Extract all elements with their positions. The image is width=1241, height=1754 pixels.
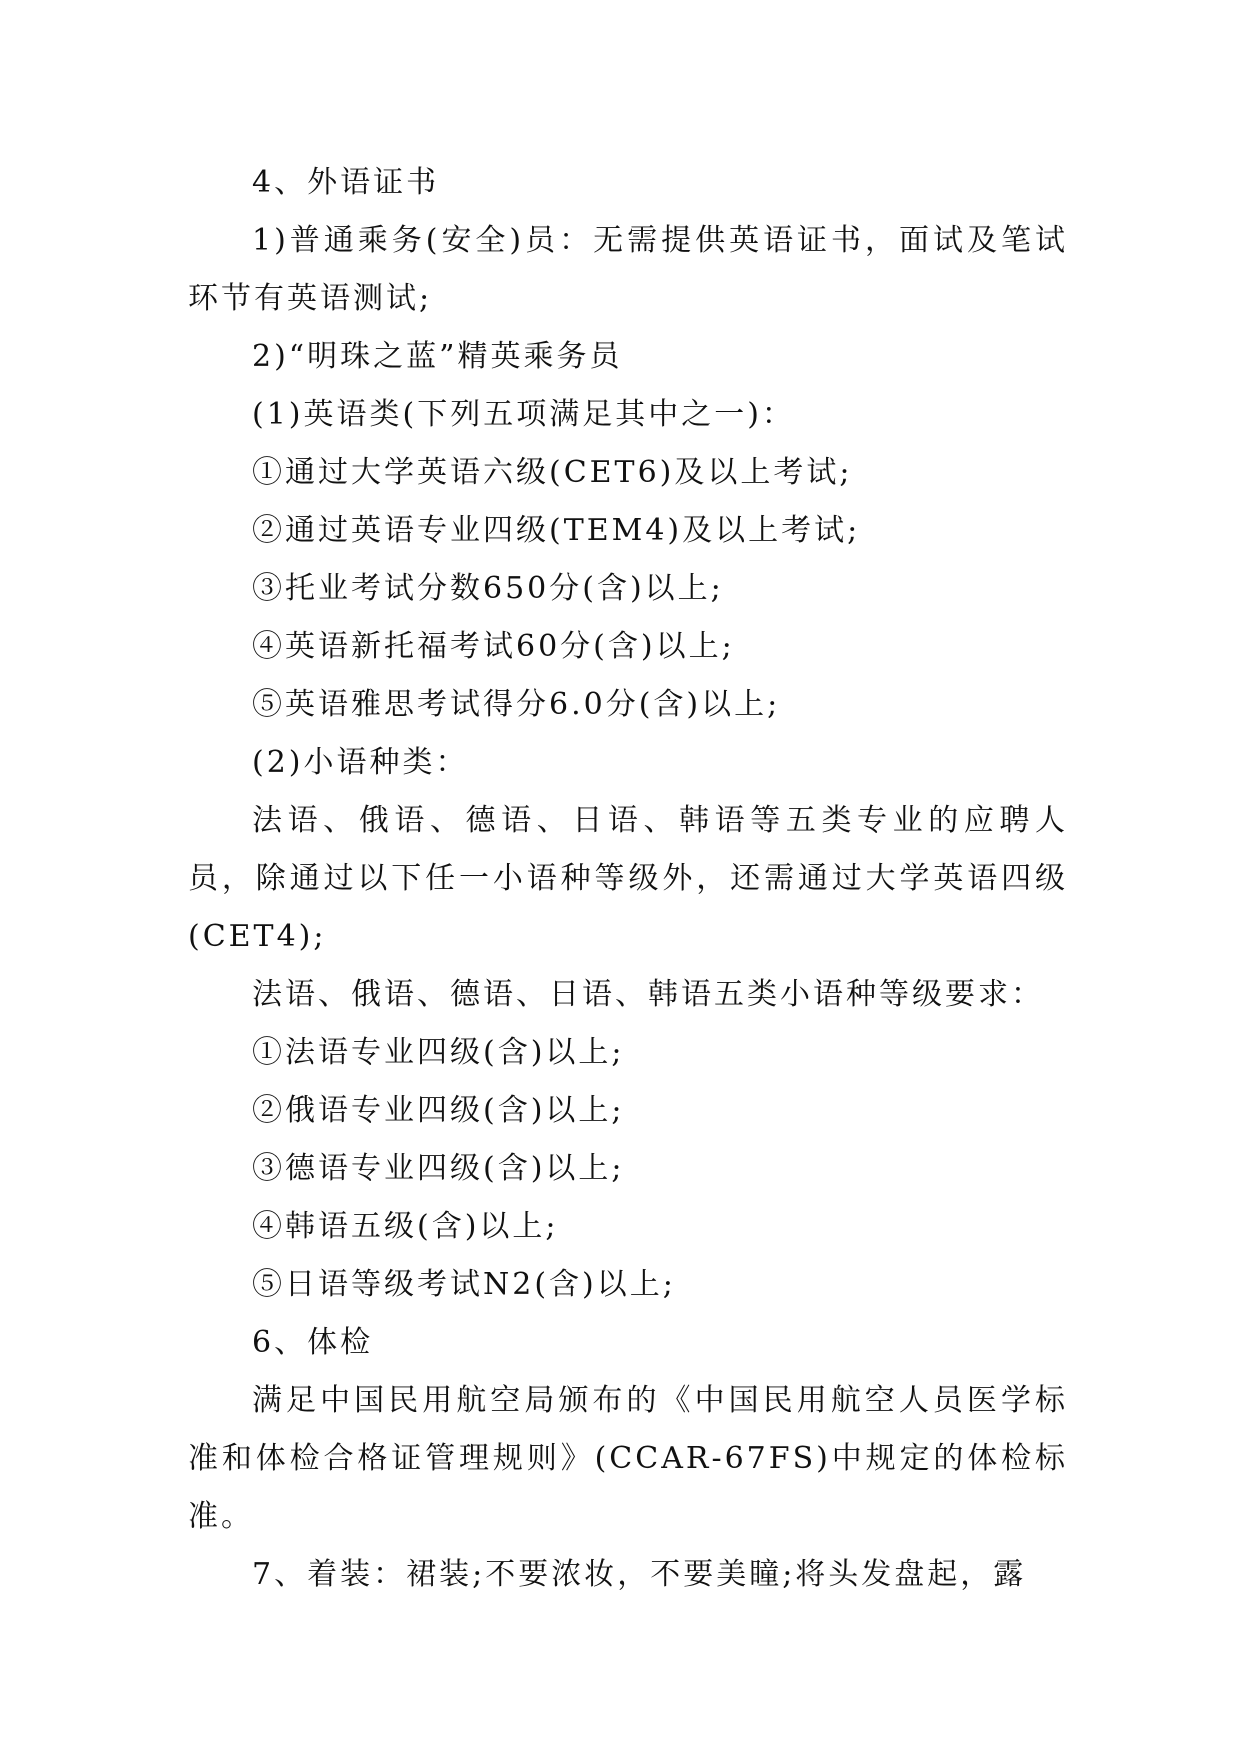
- paragraph-dress-code: 7、着装：裙装;不要浓妆，不要美瞳;将头发盘起，露: [252, 1557, 1027, 1592]
- list-item-toefl: ④英语新托福考试60分(含)以上;: [252, 629, 735, 664]
- paragraph-minor-language-applicants: 法语、俄语、德语、日语、韩语等五类专业的应聘人员，除通过以下任一小语种等级外，还需通过大学英语四级(CET4);: [188, 803, 1068, 954]
- paragraph-regular-attendant: 1)普通乘务(安全)员：无需提供英语证书，面试及笔试环节有英语测试;: [188, 223, 1068, 316]
- paragraph-minor-language-requirements: 法语、俄语、德语、日语、韩语五类小语种等级要求：: [252, 977, 1044, 1012]
- section-heading-foreign-language: 4、外语证书: [252, 165, 440, 200]
- list-item-german: ③德语专业四级(含)以上;: [252, 1151, 625, 1186]
- list-item-japanese: ⑤日语等级考试N2(含)以上;: [252, 1267, 676, 1302]
- list-item-french: ①法语专业四级(含)以上;: [252, 1035, 625, 1070]
- paragraph-medical-standard: 满足中国民用航空局颁布的《中国民用航空人员医学标准和体检合格证管理规则》(CCAR-67FS)中规定的体检标准。: [188, 1383, 1068, 1534]
- section-heading-medical: 6、体检: [252, 1325, 374, 1360]
- list-item-russian: ②俄语专业四级(含)以上;: [252, 1093, 625, 1128]
- paragraph-minor-languages: (2)小语种类：: [252, 745, 469, 780]
- list-item-korean: ④韩语五级(含)以上;: [252, 1209, 559, 1244]
- list-item-cet6: ①通过大学英语六级(CET6)及以上考试;: [252, 455, 853, 490]
- list-item-tem4: ②通过英语专业四级(TEM4)及以上考试;: [252, 513, 861, 548]
- paragraph-english-category: (1)英语类(下列五项满足其中之一)：: [252, 397, 795, 432]
- list-item-ielts: ⑤英语雅思考试得分6.0分(含)以上;: [252, 687, 781, 722]
- list-item-toeic: ③托业考试分数650分(含)以上;: [252, 571, 724, 606]
- paragraph-elite-attendant: 2)“明珠之蓝”精英乘务员: [252, 339, 623, 374]
- document-body: [188, 154, 1068, 1604]
